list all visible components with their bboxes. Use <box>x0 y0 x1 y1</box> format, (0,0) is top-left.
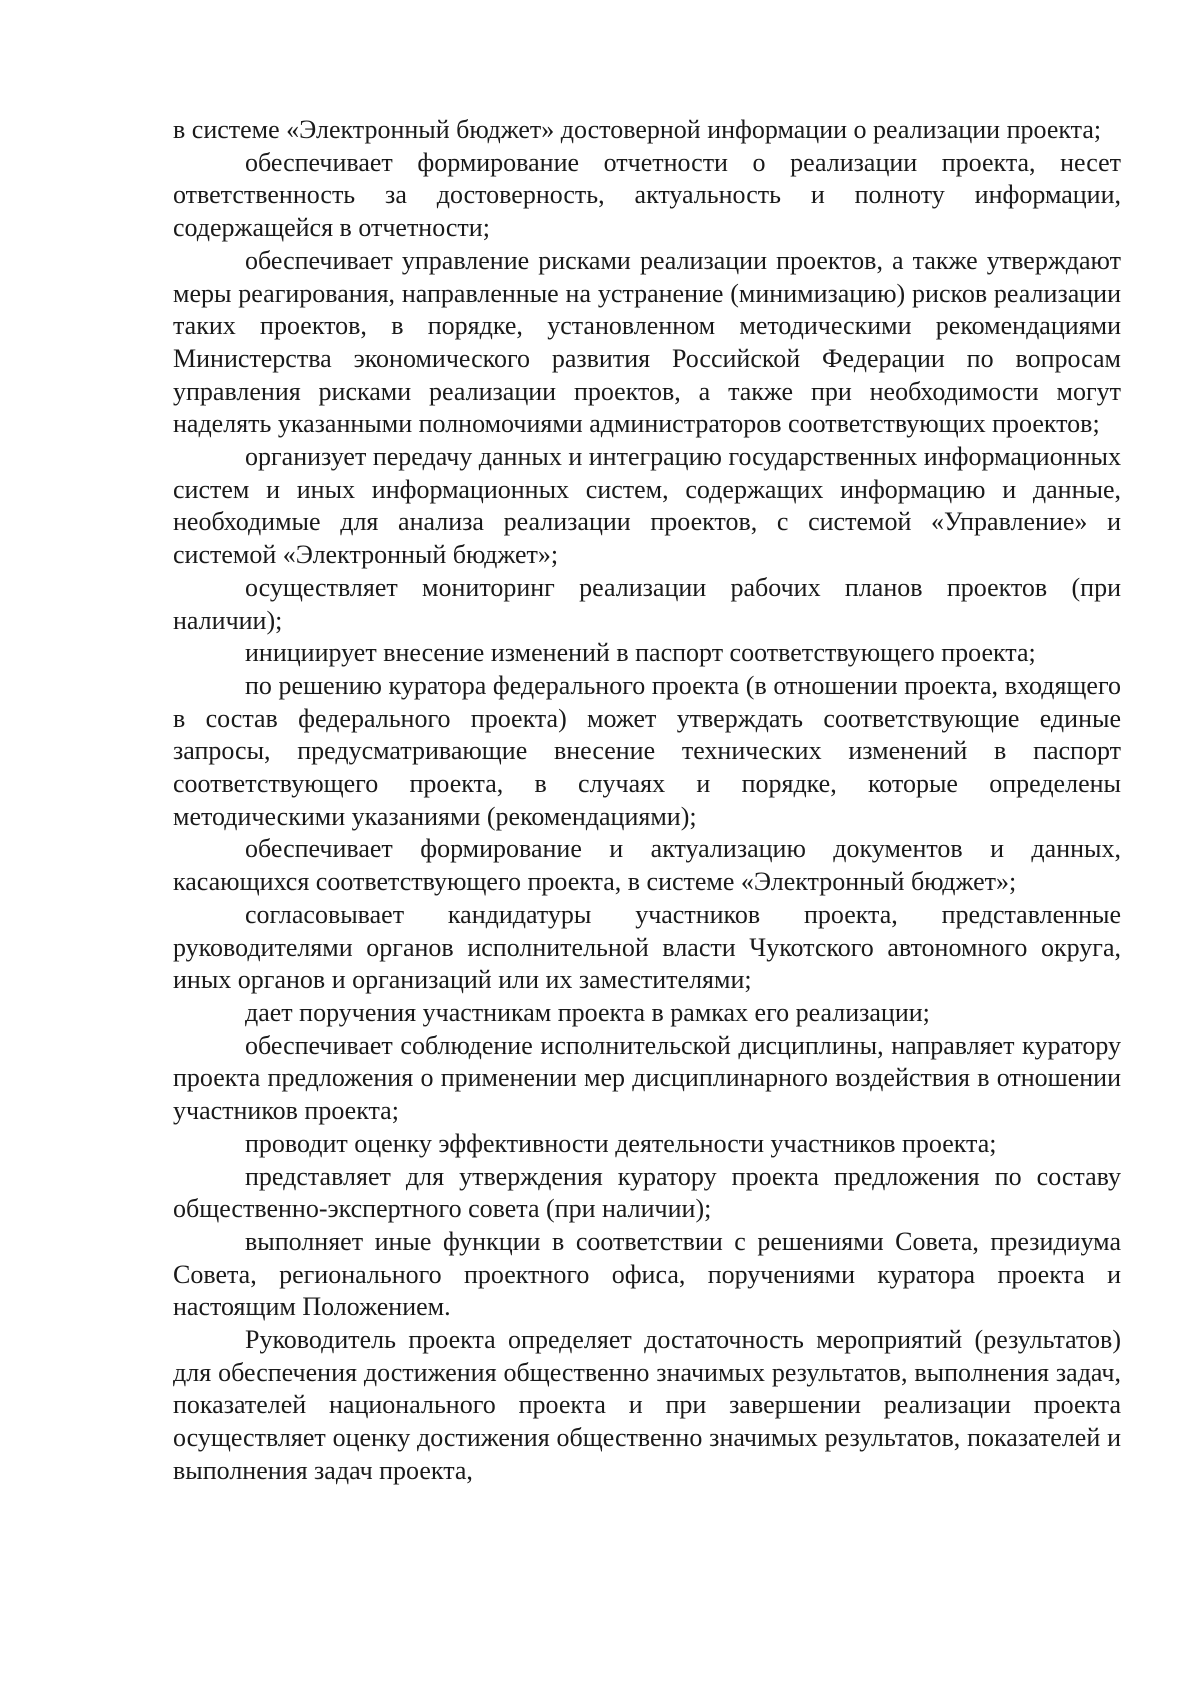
paragraph-13: представляет для утверждения куратору проекта предложения по составу общественно-экспертного совета (при наличии); <box>173 1161 1121 1224</box>
paragraph-8: обеспечивает формирование и актуализацию документов и данных, касающихся соответствующего проекта, в системе «Электронный бюджет»; <box>173 834 1121 897</box>
document-body <box>173 114 1121 1488</box>
paragraph-6: инициирует внесение изменений в паспорт соответствующего проекта; <box>245 638 1036 668</box>
paragraph-1: в системе «Электронный бюджет» достоверной информации о реализации проекта; <box>173 115 1102 144</box>
paragraph-5: осуществляет мониторинг реализации рабочих планов проектов (при наличии); <box>173 572 1121 635</box>
paragraph-4: организует передачу данных и интеграцию государственных информационных систем и иных информационных систем, содержащих информацию и данные, необходимые для анализа реализации проектов, с системой «Управление» и системой «Электронный бюджет»; <box>173 442 1122 570</box>
paragraph-2: обеспечивает формирование отчетности о реализации проекта, несет ответственность за достоверность, актуальность и полноту информации, содержащейся в отчетности; <box>173 147 1121 243</box>
paragraph-15: Руководитель проекта определяет достаточность мероприятий (результатов) для обеспечения достижения общественно значимых результатов, выполнения задач, показателей национального проекта и при завершении реализации проекта осуществляет оценку достижения общественно значимых результатов, показателей и выполнения задач проекта, <box>173 1325 1121 1485</box>
paragraph-3: обеспечивает управление рисками реализации проектов, а также утверждают меры реагирования, направленные на устранение (минимизацию) рисков реализации таких проектов, в порядке, установленном методическими рекомендациями Министерства экономического развития Российской Федерации по вопросам управления рисками реализации проектов, а также при необходимости могут наделять указанными полномочиями администраторов соответствующих проектов; <box>173 245 1121 439</box>
paragraph-10: дает поручения участникам проекта в рамках его реализации; <box>245 997 930 1027</box>
paragraph-9: согласовывает кандидатуры участников проекта, представленные руководителями органов исполнительной власти Чукотского автономного округа, иных органов и организаций или их заместителями; <box>173 899 1121 995</box>
paragraph-14: выполняет иные функции в соответствии с решениями Совета, президиума Совета, регионального проектного офиса, поручениями куратора проекта и настоящим Положением. <box>173 1226 1121 1322</box>
paragraph-7: по решению куратора федерального проекта (в отношении проекта, входящего в состав федерального проекта) может утверждать соответствующие единые запросы, предусматривающие внесение технических изменений в паспорт соответствующего проекта, в случаях и порядке, которые определены методическими указаниями (рекомендациями); <box>173 670 1121 831</box>
paragraph-12: проводит оценку эффективности деятельности участников проекта; <box>245 1128 997 1158</box>
paragraph-11: обеспечивает соблюдение исполнительской дисциплины, направляет куратору проекта предложения о применении мер дисциплинарного воздействия в отношении участников проекта; <box>173 1030 1121 1126</box>
